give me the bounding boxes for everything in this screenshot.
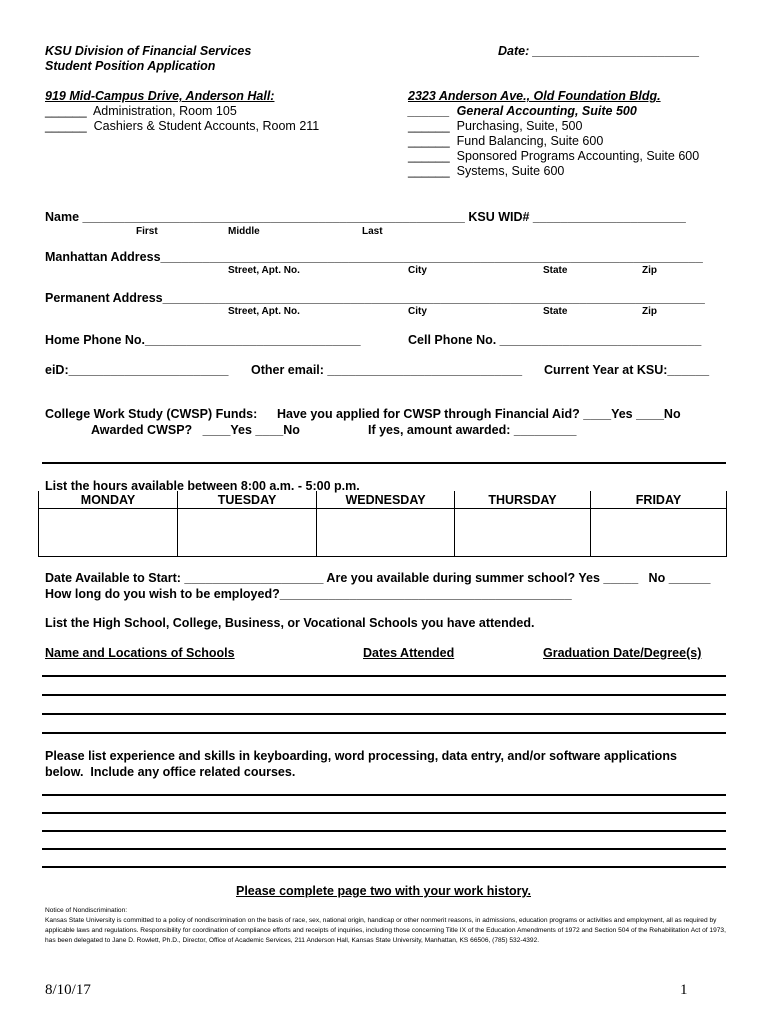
schools-col-graduation: Graduation Date/Degree(s) (543, 646, 702, 660)
address-sub-city: City (408, 306, 427, 317)
cwsp-awarded-field[interactable]: Awarded CWSP? ____Yes ____No (91, 423, 300, 437)
location-option[interactable]: ______ Purchasing, Suite, 500 (408, 119, 583, 133)
address-sub-city: City (408, 265, 427, 276)
cwsp-applied-question[interactable]: Have you applied for CWSP through Financial Aid? ____Yes ____No (277, 407, 681, 421)
footer-date: 8/10/17 (45, 982, 91, 998)
hours-cell-wednesday[interactable] (317, 509, 455, 557)
location-option[interactable]: ______ Cashiers & Student Accounts, Room 211 (45, 119, 320, 133)
schools-col-dates: Dates Attended (363, 646, 455, 660)
school-entry-line[interactable] (42, 732, 726, 734)
address-sub-street: Street, Apt. No. (228, 306, 300, 317)
skills-prompt-line2: below. Include any office related courses. (45, 765, 296, 779)
name-sub-middle: Middle (228, 226, 260, 237)
date-field[interactable]: Date: ________________________ (498, 44, 700, 58)
address-sub-zip: Zip (642, 265, 657, 276)
hours-cell-thursday[interactable] (455, 509, 591, 557)
location-option[interactable]: ______ Sponsored Programs Accounting, Suite 600 (408, 149, 700, 163)
eid-field[interactable]: eiD:_______________________ (45, 363, 229, 377)
hours-cell-tuesday[interactable] (178, 509, 317, 557)
other-email-field[interactable]: Other email: ____________________________ (251, 363, 523, 377)
permanent-address-field[interactable]: Permanent Address______________________________________________________________________________ (45, 291, 705, 305)
page-number: 1 (680, 982, 688, 998)
day-header-tuesday: TUESDAY (178, 491, 317, 509)
location-option[interactable]: ______ Administration, Room 105 (45, 104, 237, 118)
skills-entry-line[interactable] (42, 812, 726, 814)
employment-duration-field[interactable]: How long do you wish to be employed?__________________________________________ (45, 587, 572, 601)
schools-col-name: Name and Locations of Schools (45, 646, 235, 660)
start-date-field[interactable]: Date Available to Start: ____________________ Are you available during summer school? Yes _____ No ______ (45, 571, 711, 585)
day-header-wednesday: WEDNESDAY (317, 491, 455, 509)
address-sub-state: State (543, 265, 568, 276)
skills-entry-line[interactable] (42, 848, 726, 850)
day-header-monday: MONDAY (39, 491, 178, 509)
left-location-heading: 919 Mid-Campus Drive, Anderson Hall: (45, 89, 275, 103)
notice-title: Notice of Nondiscrimination: (45, 907, 128, 914)
right-location-heading: 2323 Anderson Ave., Old Foundation Bldg. (408, 89, 661, 103)
cell-phone-field[interactable]: Cell Phone No. _____________________________ (408, 333, 702, 347)
name-sub-first: First (136, 226, 158, 237)
skills-entry-line[interactable] (42, 794, 726, 796)
school-entry-line[interactable] (42, 694, 726, 696)
location-option[interactable]: ______ Systems, Suite 600 (408, 164, 565, 178)
skills-entry-line[interactable] (42, 866, 726, 868)
address-sub-street: Street, Apt. No. (228, 265, 300, 276)
nondiscrimination-notice (45, 906, 728, 946)
location-option[interactable]: ______ General Accounting, Suite 500 (408, 104, 637, 118)
home-phone-field[interactable]: Home Phone No._______________________________ (45, 333, 361, 347)
name-field[interactable]: Name _______________________________________________________ KSU WID# ______________________ (45, 210, 686, 224)
hours-heading: List the hours available between 8:00 a.m. - 5:00 p.m. (45, 479, 360, 493)
skills-prompt-line1: Please list experience and skills in keyboarding, word processing, data entry, and/or software applications (45, 749, 677, 763)
hours-cell-monday[interactable] (39, 509, 178, 557)
cwsp-label: College Work Study (CWSP) Funds: (45, 407, 258, 421)
location-option[interactable]: ______ Fund Balancing, Suite 600 (408, 134, 604, 148)
manhattan-address-field[interactable]: Manhattan Address______________________________________________________________________________ (45, 250, 703, 264)
current-year-field[interactable]: Current Year at KSU:______ (544, 363, 710, 377)
address-sub-zip: Zip (642, 306, 657, 317)
skills-entry-line[interactable] (42, 830, 726, 832)
division-name: KSU Division of Financial Services (45, 44, 252, 58)
page-two-note: Please complete page two with your work history. (236, 884, 531, 898)
name-sub-last: Last (362, 226, 383, 237)
cwsp-amount-field[interactable]: If yes, amount awarded: _________ (368, 423, 577, 437)
school-entry-line[interactable] (42, 675, 726, 677)
address-sub-state: State (543, 306, 568, 317)
day-header-thursday: THURSDAY (455, 491, 591, 509)
hours-table (38, 491, 727, 557)
school-entry-line[interactable] (42, 713, 726, 715)
notice-body: Kansas State University is committed to a policy of nondiscrimination on the basis of race, sex, national origin, handicap or other nonmerit reasons, in admissions, education programs or activities and employment, all as required by applicable laws and regulations. Responsibility for coordination of compliance efforts and receipts of inquiries, including those concerning Title IX of the Education Amendments of 1972 and Section 504 of the Rehabilitation Act of 1973, has been delegated to Jane D. Rowlett, Ph.D., Director, Office of Academic Services, 211 Anderson Hall, Kansas State University, Manhattan, KS 66506, (785) 532-4392. (45, 917, 726, 944)
hours-cell-friday[interactable] (591, 509, 727, 557)
form-title: Student Position Application (45, 59, 216, 73)
schools-heading: List the High School, College, Business, or Vocational Schools you have attended. (45, 616, 535, 630)
section-divider (42, 462, 726, 464)
day-header-friday: FRIDAY (591, 491, 727, 509)
